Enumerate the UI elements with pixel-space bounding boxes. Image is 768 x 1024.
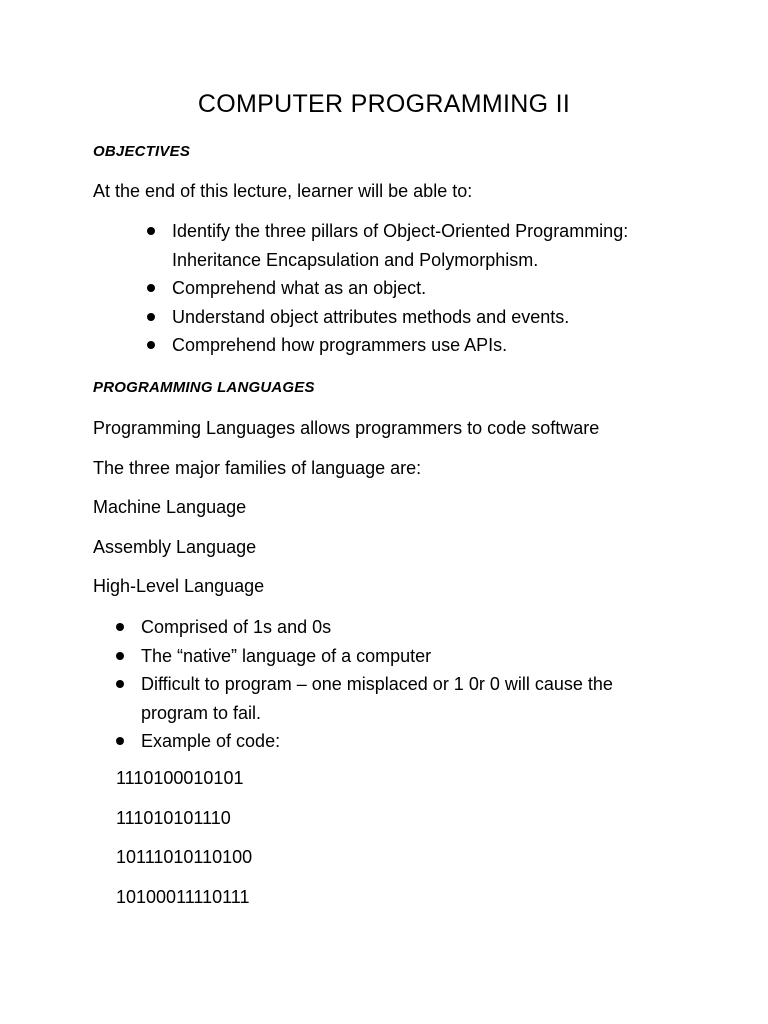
objective-text: Comprehend what as an object. [172, 278, 427, 298]
bullet-icon [116, 623, 124, 631]
objective-text: Comprehend how programmers use APIs. [172, 335, 508, 355]
family-machine: Machine Language [93, 497, 247, 517]
objective-text: Understand object attributes methods and events. [172, 306, 570, 327]
document-title: COMPUTER PROGRAMMING II [197, 90, 571, 118]
bullet-icon [147, 313, 155, 321]
programming-languages-heading: PROGRAMMING LANGUAGES [93, 379, 315, 396]
family-high-level: High-Level Language [93, 576, 265, 596]
list-item [116, 613, 613, 642]
list-item-continuation [116, 699, 613, 728]
objectives-heading: OBJECTIVES [93, 143, 191, 160]
bullet-text: program to fail. [141, 702, 262, 723]
code-line: 111010101110 [116, 808, 231, 828]
list-item [147, 303, 628, 332]
objective-text: Inheritance Encapsulation and Polymorphism. [172, 249, 539, 270]
bullet-icon [147, 227, 155, 235]
bullet-text: The “native” language of a computer [141, 645, 432, 666]
code-line: 10111010110100 [116, 847, 253, 867]
list-item [147, 274, 628, 303]
machine-language-list [116, 613, 613, 756]
objectives-list [147, 217, 628, 360]
list-item [147, 217, 628, 246]
languages-paragraph: Programming Languages allows programmers to code software [93, 418, 600, 438]
bullet-text: Difficult to program – one misplaced or 1 0r 0 will cause the [141, 674, 613, 694]
objective-text: Identify the three pillars of Object-Oriented Programming: [172, 221, 629, 241]
bullet-icon [147, 341, 155, 349]
list-item-continuation [147, 246, 628, 275]
family-assembly: Assembly Language [93, 537, 257, 557]
bullet-text: Example of code: [141, 731, 281, 751]
bullet-icon [116, 737, 124, 745]
bullet-icon [116, 680, 124, 688]
bullet-icon [147, 284, 155, 292]
bullet-icon [116, 652, 124, 660]
bullet-text: Comprised of 1s and 0s [141, 617, 332, 637]
list-item [147, 331, 628, 360]
list-item [116, 670, 613, 699]
list-item [116, 727, 613, 756]
code-line: 1110100010101 [116, 768, 244, 788]
list-item [116, 642, 613, 671]
objectives-intro: At the end of this lecture, learner will be able to: [93, 181, 473, 201]
code-line: 10100011110111 [116, 887, 250, 907]
families-intro: The three major families of language are: [93, 458, 422, 478]
